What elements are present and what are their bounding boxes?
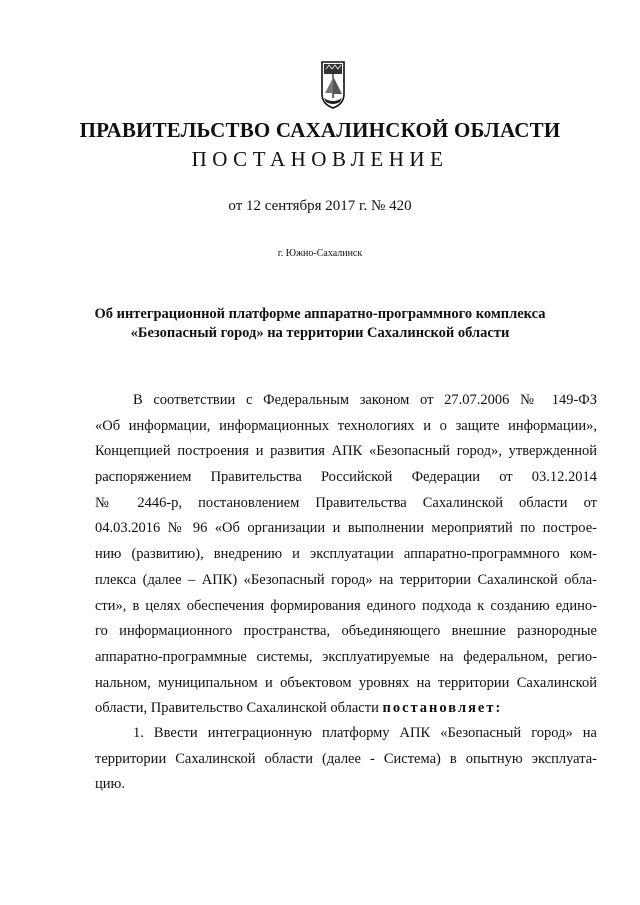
government-name: ПРАВИТЕЛЬСТВО САХАЛИНСКОЙ ОБЛАСТИ <box>79 118 561 142</box>
text-line-final <box>95 696 597 722</box>
document-type: ПОСТАНОВЛЕНИЕ <box>191 147 449 171</box>
text-line: 1. Ввести интеграционную платформу АПК «Безопасный город» на <box>133 725 597 741</box>
clause-1-paragraph <box>95 721 597 798</box>
text-line: 04.03.2016 № 96 «Об организации и выполнении мероприятий по построе- <box>95 520 597 537</box>
title-line: «Безопасный город» на территории Сахалинской области <box>130 325 510 341</box>
text-line: аппаратно-программные системы, эксплуатируемые на федеральном, регио- <box>95 648 597 665</box>
date-and-number: от 12 сентября 2017 г. № 420 <box>228 198 412 214</box>
coat-of-arms-emblem <box>318 60 348 110</box>
text-line: нию (развитию), внедрению и эксплуатации аппаратно-программного ком- <box>95 546 597 563</box>
text-line: нальном, муниципальном и объектовом уровнях на территории Сахалинской <box>95 674 597 691</box>
document-title <box>0 305 640 343</box>
text-line: территории Сахалинской области (далее - Система) в опытную эксплуата- <box>95 750 597 767</box>
text-line: Концепцией построения и развития АПК «Безопасный город», утвержденной <box>95 443 597 460</box>
text-line: В соответствии с Федеральным законом от 27.07.2006 № 149-ФЗ <box>133 392 597 408</box>
city-name: г. Южно-Сахалинск <box>277 248 363 259</box>
text-line: го информационного пространства, объединяющего внешние разнородные <box>95 623 597 640</box>
text-line: сти», в целях обеспечения формирования единого подхода к созданию едино- <box>95 597 597 614</box>
text-line: распоряжением Правительства Российской Федерации от 03.12.2014 <box>95 469 597 486</box>
preamble-paragraph <box>95 388 597 722</box>
text-line-prefix: области, Правительство Сахалинской области <box>95 700 383 717</box>
text-line: цию. <box>95 776 125 793</box>
text-line: «Об информации, информационных технологиях и о защите информации», <box>95 417 597 434</box>
resolves-word: постановляет: <box>382 700 503 717</box>
text-line: № 2446-р, постановлением Правительства Сахалинской области от <box>95 494 597 511</box>
title-line: Об интеграционной платформе аппаратно-программного комплекса <box>94 306 546 322</box>
text-line: плекса (далее – АПК) «Безопасный город» на территории Сахалинской обла- <box>95 571 597 588</box>
